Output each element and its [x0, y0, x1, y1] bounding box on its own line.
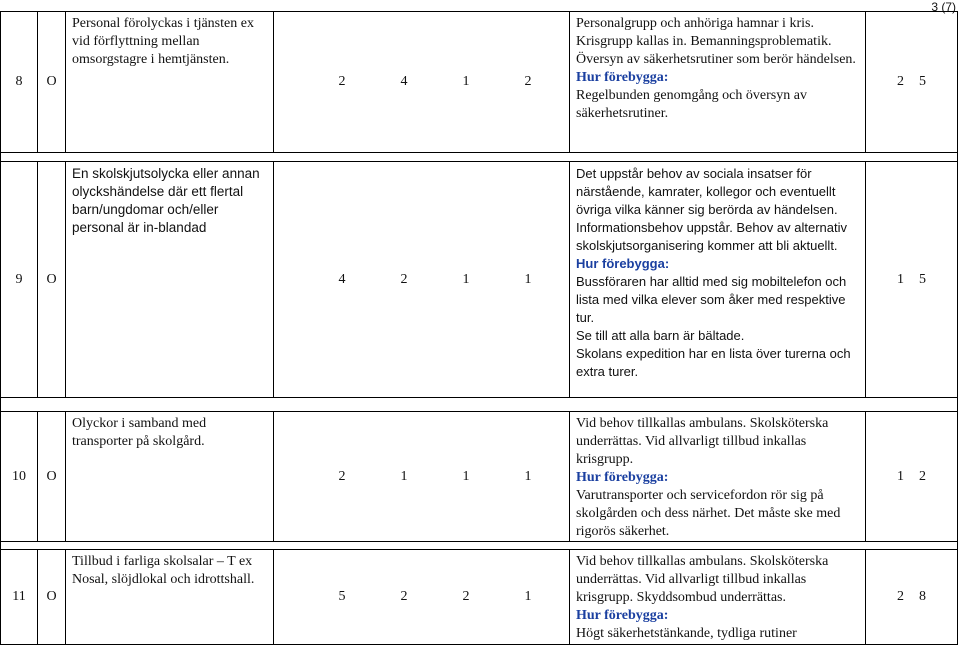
consequence-text: Översyn av säkerhetsrutiner som berör händelsen. [576, 52, 856, 67]
page-number: 3 (7) [931, 0, 956, 14]
prevention-text: Se till att alla barn är bältade. [576, 328, 745, 343]
risk-description: Olyckor i samband med transporter på skolgård. [66, 412, 274, 542]
consequence-actions [570, 412, 866, 542]
risk-values [274, 412, 570, 542]
consequence-text: Informationsbehov uppstår. Behov av alternativ skolskjutsorganisering kommer att bli aktuellt. [576, 220, 847, 253]
residual-values [866, 550, 958, 645]
row-number: 10 [1, 412, 38, 542]
risk-value: 1 [524, 468, 532, 484]
risk-value: 1 [524, 589, 532, 604]
table-row [1, 550, 958, 645]
residual-value: 5 [919, 74, 926, 89]
consequence-text: Vid behov tillkallas ambulans. Skolsköterska underrättas. Vid allvarligt tillbud inkallas krisgrupp. Skyddsombud underrättas. [576, 554, 829, 605]
row-category: O [38, 550, 66, 645]
table-row [1, 412, 958, 542]
row-spacer [1, 153, 958, 162]
prevention-heading: Hur förebygga: [576, 70, 669, 85]
row-category: O [38, 162, 66, 398]
prevention-text: Regelbunden genomgång och översyn av säkerhetsrutiner. [576, 88, 807, 121]
row-number: 11 [1, 550, 38, 645]
table-row [1, 12, 958, 153]
consequence-text: Det uppstår behov av sociala insatser för närstående, kamrater, kollegor och eventuellt övriga vilka känner sig berörda av händelsen. [576, 166, 838, 217]
risk-value: 2 [338, 74, 346, 89]
consequence-actions [570, 12, 866, 153]
residual-value: 1 [897, 468, 904, 484]
spacer-cell [1, 153, 958, 162]
risk-table [0, 11, 958, 645]
risk-value: 2 [400, 271, 408, 287]
consequence-actions [570, 550, 866, 645]
risk-values [274, 162, 570, 398]
row-spacer [1, 398, 958, 412]
prevention-text: Bussföraren har alltid med sig mobiltelefon och lista med vilka elever som åker med respektive tur. [576, 274, 847, 325]
risk-value: 2 [462, 589, 470, 604]
risk-value: 2 [338, 468, 346, 484]
prevention-heading: Hur förebygga: [576, 608, 669, 623]
risk-value: 1 [462, 74, 470, 89]
risk-description: En skolskjutsolycka eller annan olyckshändelse där ett flertal barn/ungdomar och/eller personal är in-blandad [66, 162, 274, 398]
row-category: O [38, 12, 66, 153]
consequence-actions [570, 162, 866, 398]
row-number: 9 [1, 162, 38, 398]
residual-value: 2 [919, 468, 926, 484]
residual-values [866, 162, 958, 398]
prevention-text: Högt säkerhetstänkande, tydliga rutiner [576, 626, 797, 641]
residual-value: 5 [919, 271, 926, 287]
risk-values [274, 12, 570, 153]
risk-value: 5 [338, 589, 346, 604]
row-category: O [38, 412, 66, 542]
table-row [1, 162, 958, 398]
prevention-heading: Hur förebygga: [576, 470, 669, 485]
risk-value: 1 [400, 468, 408, 484]
prevention-heading: Hur förebygga: [576, 256, 670, 271]
residual-value: 2 [897, 589, 904, 604]
risk-value: 2 [400, 589, 408, 604]
consequence-text: Krisgrupp kallas in. Bemanningsproblematik. [576, 34, 832, 49]
row-number: 8 [1, 12, 38, 153]
risk-value: 4 [338, 271, 346, 287]
risk-value: 2 [524, 74, 532, 89]
risk-value: 1 [524, 271, 532, 287]
prevention-text: Skolans expedition har en lista över turerna och extra turer. [576, 346, 851, 379]
residual-value: 8 [919, 589, 926, 604]
risk-description: Personal förolyckas i tjänsten ex vid förflyttning mellan omsorgstagre i hemtjänsten. [66, 12, 274, 153]
residual-value: 1 [897, 271, 904, 287]
risk-values [274, 550, 570, 645]
risk-value: 1 [462, 271, 470, 287]
residual-values [866, 12, 958, 153]
consequence-text: Vid behov tillkallas ambulans. Skolsköterska underrättas. Vid allvarligt tillbud inkallas krisgrupp. [576, 416, 829, 467]
prevention-text: Varutransporter och servicefordon rör sig på skolgården och dess närhet. Det måste ske med rigorös säkerhet. [576, 488, 841, 539]
risk-value: 1 [462, 468, 470, 484]
risk-description: Tillbud i farliga skolsalar – T ex Nosal, slöjdlokal och idrottshall. [66, 550, 274, 645]
consequence-text: Personalgrupp och anhöriga hamnar i kris. [576, 16, 814, 31]
residual-values [866, 412, 958, 542]
row-spacer [1, 542, 958, 550]
residual-value: 2 [897, 74, 904, 89]
spacer-cell [1, 398, 958, 412]
spacer-cell [1, 542, 958, 550]
risk-value: 4 [400, 74, 408, 89]
